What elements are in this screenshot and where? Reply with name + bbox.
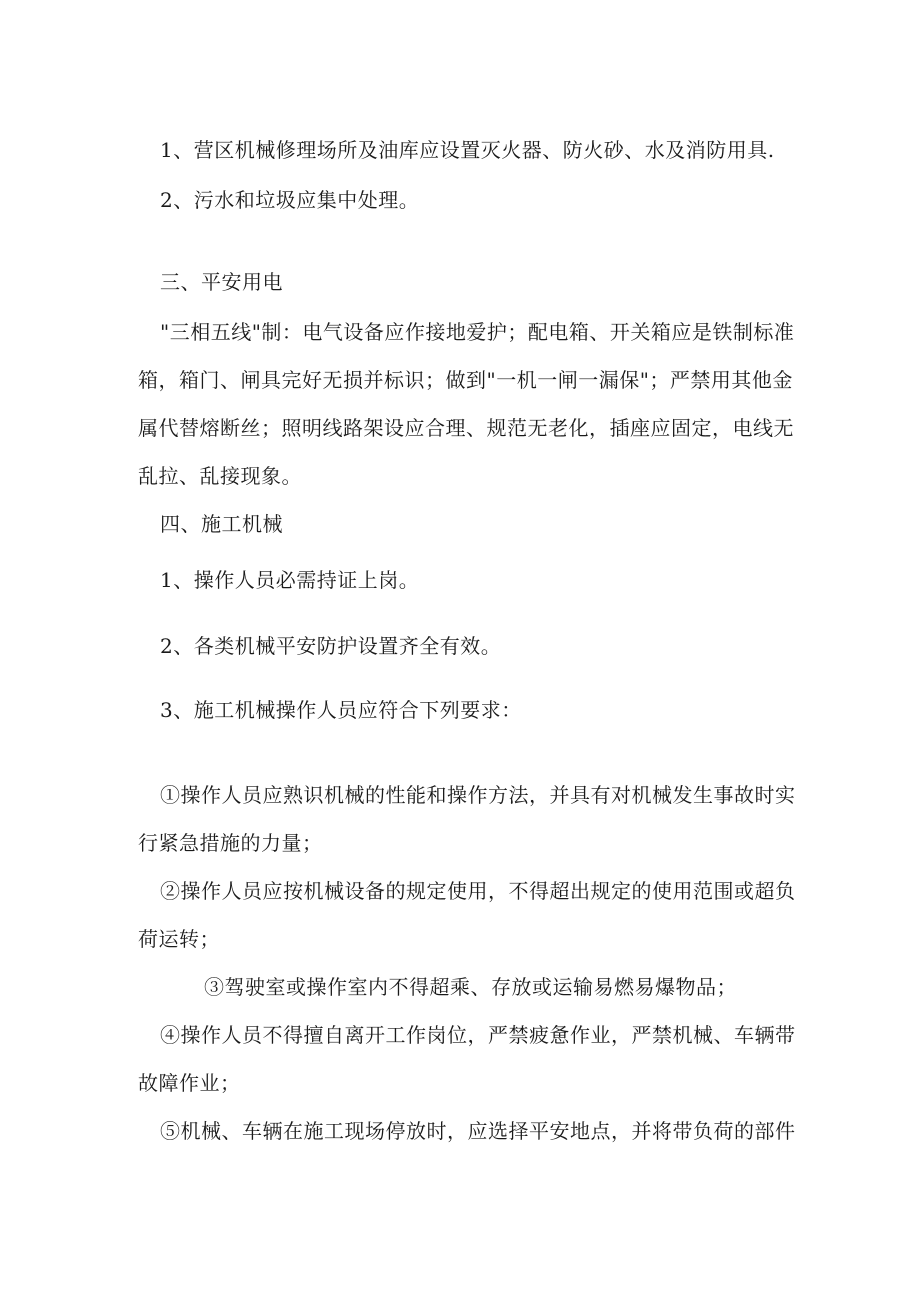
list-item: 3、施工机械操作人员应符合下列要求： xyxy=(160,698,522,722)
requirement-line: 行紧急措施的力量； xyxy=(138,831,323,855)
paragraph-line: "三相五线"制：电气设备应作接地爱护；配电箱、开关箱应是铁制标准 xyxy=(160,320,795,344)
section-heading: 三、平安用电 xyxy=(160,270,283,294)
paragraph-line: 乱拉、乱接现象。 xyxy=(138,464,302,488)
requirement-line: 荷运转； xyxy=(138,927,220,951)
list-item: 2、各类机械平安防护设置齐全有效。 xyxy=(160,634,502,658)
list-item: 2、污水和垃圾应集中处理。 xyxy=(160,188,420,212)
section-heading: 四、施工机械 xyxy=(160,512,283,536)
paragraph-line: 箱，箱门、闸具完好无损并标识；做到"一机一闸一漏保"；严禁用其他金 xyxy=(138,368,793,392)
requirement-line: 故障作业； xyxy=(138,1071,241,1095)
requirement-line: ③驾驶室或操作室内不得超乘、存放或运输易燃易爆物品； xyxy=(204,975,737,999)
list-item: 1、营区机械修理场所及油库应设置灭火器、防火砂、水及消防用具. xyxy=(160,138,775,162)
requirement-line: ④操作人员不得擅自离开工作岗位，严禁疲惫作业，严禁机械、车辆带 xyxy=(160,1023,796,1047)
requirement-line: ⑤机械、车辆在施工现场停放时，应选择平安地点，并将带负荷的部件 xyxy=(160,1119,796,1143)
list-item: 1、操作人员必需持证上岗。 xyxy=(160,568,420,592)
paragraph-line: 属代替熔断丝；照明线路架设应合理、规范无老化，插座应固定，电线无 xyxy=(138,416,794,440)
requirement-line: ①操作人员应熟识机械的性能和操作方法，并具有对机械发生事故时实 xyxy=(160,783,796,807)
requirement-line: ②操作人员应按机械设备的规定使用，不得超出规定的使用范围或超负 xyxy=(160,879,796,903)
